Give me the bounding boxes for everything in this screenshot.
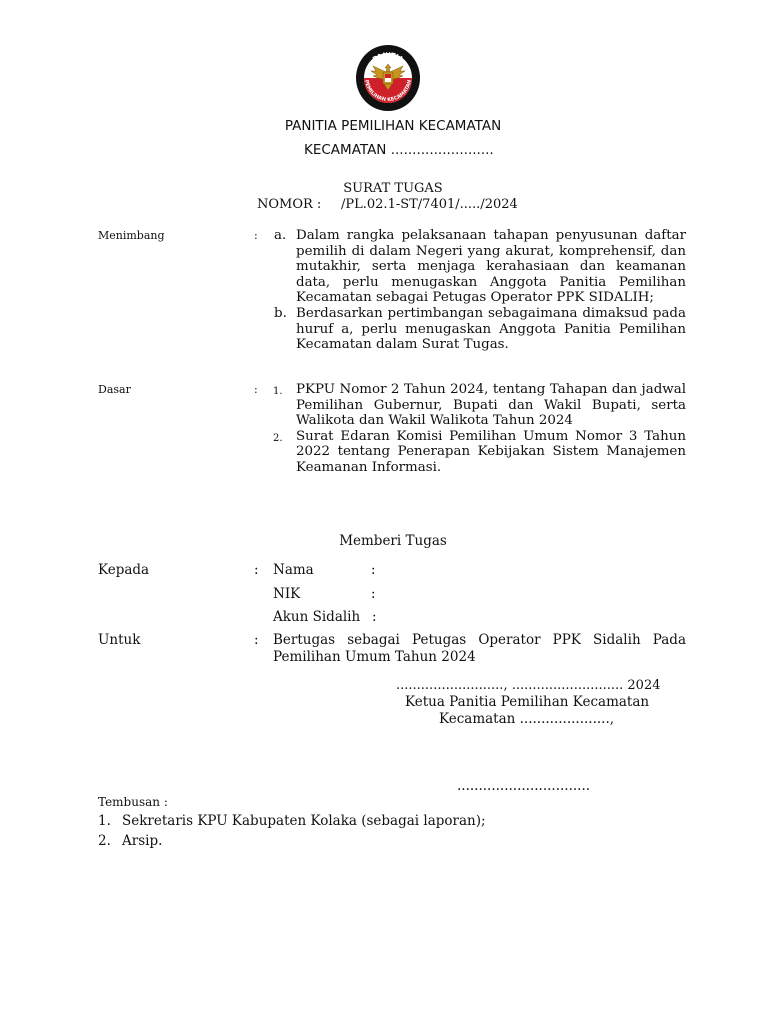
letter-title: SURAT TUGAS <box>343 181 443 196</box>
nama-field-label: Nama <box>273 562 314 578</box>
tembusan-num: 1. <box>98 813 111 829</box>
akun-sidalih-field-colon: : <box>372 609 377 625</box>
nama-field-colon: : <box>371 562 376 578</box>
organization-name: PANITIA PEMILIHAN KECAMATAN <box>284 118 502 134</box>
nomor-label: NOMOR : <box>257 197 322 212</box>
tembusan-label: Tembusan : <box>98 795 168 809</box>
nik-field-colon: : <box>371 586 376 602</box>
menimbang-item-a <box>274 228 686 306</box>
tembusan-text: Sekretaris KPU Kabupaten Kolaka (sebagai laporan); <box>122 813 486 829</box>
dasar-item-1 <box>273 382 686 429</box>
tembusan-text: Arsip. <box>122 833 163 849</box>
signatory-role: Ketua Panitia Pemilihan Kecamatan <box>405 694 650 710</box>
svg-text:PEMILIHAN KECAMATAN: PEMILIHAN KECAMATAN <box>363 79 413 104</box>
signatory-kecamatan: Kecamatan ....................., <box>439 711 615 727</box>
menimbang-list <box>274 228 686 353</box>
dasar-text-2: Surat Edaran Komisi Pemilihan Umum Nomor 3 Tahun 2022 tentang Penerapan Kebijakan Sistem Manajemen Keamanan Informasi. <box>296 428 686 475</box>
untuk-colon: : <box>254 632 259 648</box>
dasar-text-1: PKPU Nomor 2 Tahun 2024, tentang Tahapan dan jadwal Pemilihan Gubernur, Bupati dan Wakil Bupati, serta Walikota dan Wakil Walikota Tahun 2024 <box>296 382 686 429</box>
kpu-logo <box>355 44 421 112</box>
dasar-list <box>273 382 686 476</box>
memberi-tugas-heading: Memberi Tugas <box>339 533 447 549</box>
akun-sidalih-field-label: Akun Sidalih <box>273 609 361 625</box>
nomor-value: /PL.02.1-ST/7401/...../2024 <box>341 197 518 212</box>
menimbang-label: Menimbang <box>98 229 165 242</box>
menimbang-colon: : <box>254 229 258 242</box>
tembusan-list <box>98 811 486 851</box>
dasar-colon: : <box>254 383 258 396</box>
kecamatan-line: KECAMATAN ........................ <box>304 142 494 158</box>
menimbang-text-b: Berdasarkan pertimbangan sebagaimana dimaksud pada huruf a, perlu menugaskan Anggota Panitia Pemilihan Kecamatan dalam Surat Tugas. <box>296 305 686 353</box>
tembusan-num: 2. <box>98 833 111 849</box>
kepada-label: Kepada <box>98 562 150 578</box>
dasar-label: Dasar <box>98 383 131 396</box>
svg-text:PANITIA: PANITIA <box>371 50 405 64</box>
untuk-text: Bertugas sebagai Petugas Operator PPK Sidalih Pada Pemilihan Umum Tahun 2024 <box>273 632 686 665</box>
place-date-line: .........................., ........................... 2024 <box>396 678 661 693</box>
dasar-marker-2: 2. <box>273 432 283 444</box>
menimbang-text-a: Dalam rangka pelaksanaan tahapan penyusunan daftar pemilih di dalam Negeri yang akurat, komprehensif, dan mutakhir, serta menjaga kerahasiaan dan keamanan data, perlu menugaskan Anggota Panitia Pemilihan Kecamatan sebagai Petugas Operator PPK SIDALIH; <box>296 228 686 306</box>
garuda-emblem-icon <box>355 44 421 112</box>
tembusan-item <box>98 811 486 831</box>
nik-field-label: NIK <box>273 586 301 602</box>
untuk-label: Untuk <box>98 632 141 648</box>
dasar-marker-1: 1. <box>273 386 283 397</box>
kepada-colon: : <box>254 562 259 578</box>
dasar-item-2 <box>273 429 686 476</box>
signatory-name-dots: ............................... <box>457 778 591 794</box>
menimbang-item-b <box>274 306 686 353</box>
tembusan-item <box>98 831 486 851</box>
menimbang-marker-a: a. <box>274 228 287 243</box>
menimbang-marker-b: b. <box>274 305 287 321</box>
